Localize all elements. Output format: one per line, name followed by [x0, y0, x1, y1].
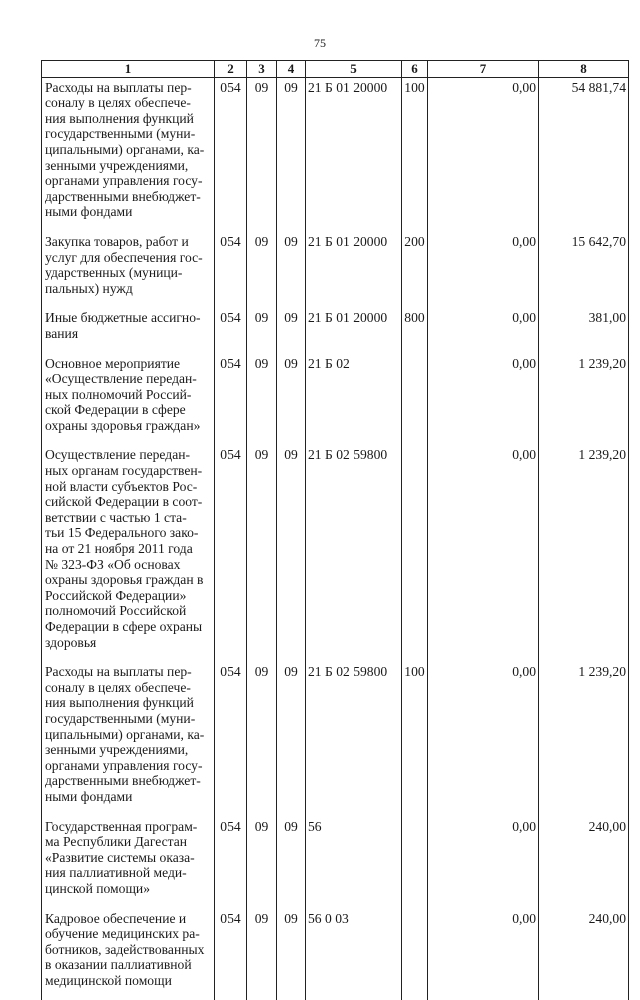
amount-col7-cell: 0,00	[428, 909, 539, 1000]
row-name-line: органами управления госу-	[45, 758, 212, 774]
row-name-line: сийской Федерации в соот-	[45, 494, 212, 510]
row-name-line: «Осуществление передан-	[45, 371, 212, 387]
table-row	[42, 308, 629, 353]
row-name-line: Закупка товаров, работ и	[45, 234, 212, 250]
row-name-line: охраны здоровья граждан в	[45, 572, 212, 588]
row-name-cell	[42, 77, 215, 232]
target-article-cell: 21 Б 01 20000	[306, 232, 402, 308]
target-article-cell: 21 Б 02 59800	[306, 445, 402, 662]
table-row	[42, 909, 629, 1000]
ministry-code-cell: 054	[215, 662, 247, 816]
table-row	[42, 817, 629, 909]
page-number: 75	[0, 36, 640, 51]
subsection-code-cell: 09	[277, 662, 306, 816]
row-name-line: цинской помощи»	[45, 881, 212, 897]
col-header-5: 5	[306, 61, 402, 78]
ministry-code-cell: 054	[215, 232, 247, 308]
section-code-cell: 09	[247, 662, 277, 816]
expense-type-cell: 800	[402, 308, 428, 353]
row-name-line: ных органам государствен-	[45, 463, 212, 479]
row-name-line: «Развитие системы оказа-	[45, 850, 212, 866]
row-name-line: на от 21 ноября 2011 года	[45, 541, 212, 557]
section-code-cell: 09	[247, 445, 277, 662]
row-name-line: ной власти субъектов Рос-	[45, 479, 212, 495]
col-header-7: 7	[428, 61, 539, 78]
row-name-line: ципальными) органами, ка-	[45, 727, 212, 743]
target-article-cell: 56	[306, 817, 402, 909]
col-header-8: 8	[539, 61, 629, 78]
amount-col8-cell: 381,00	[539, 308, 629, 353]
subsection-code-cell: 09	[277, 354, 306, 446]
subsection-code-cell: 09	[277, 308, 306, 353]
row-name-line: государственными (муни-	[45, 126, 212, 142]
header-row	[42, 61, 629, 78]
col-header-3: 3	[247, 61, 277, 78]
row-name-line: органами управления госу-	[45, 173, 212, 189]
amount-col8-cell: 240,00	[539, 909, 629, 1000]
ministry-code-cell: 054	[215, 77, 247, 232]
amount-col8-cell: 1 239,20	[539, 354, 629, 446]
ministry-code-cell: 054	[215, 308, 247, 353]
row-name-cell	[42, 354, 215, 446]
row-name-line: пальных) нужд	[45, 281, 212, 297]
row-name-line: в оказании паллиативной	[45, 957, 212, 973]
expense-type-cell: 200	[402, 232, 428, 308]
budget-table	[41, 60, 629, 1000]
table-row	[42, 662, 629, 816]
subsection-code-cell: 09	[277, 445, 306, 662]
row-name-line: полномочий Российской	[45, 603, 212, 619]
row-name-line: Российской Федерации»	[45, 588, 212, 604]
expense-type-cell: 100	[402, 662, 428, 816]
amount-col7-cell: 0,00	[428, 77, 539, 232]
subsection-code-cell: 09	[277, 232, 306, 308]
ministry-code-cell: 054	[215, 817, 247, 909]
amount-col8-cell: 1 239,20	[539, 445, 629, 662]
section-code-cell: 09	[247, 354, 277, 446]
row-name-line: зенными учреждениями,	[45, 158, 212, 174]
amount-col7-cell: 0,00	[428, 817, 539, 909]
ministry-code-cell: 054	[215, 445, 247, 662]
row-name-cell	[42, 232, 215, 308]
row-name-line: ными фондами	[45, 789, 212, 805]
row-name-cell	[42, 662, 215, 816]
row-name-line: ния паллиативной меди-	[45, 865, 212, 881]
col-header-2: 2	[215, 61, 247, 78]
row-name-line: соналу в целях обеспече-	[45, 95, 212, 111]
col-header-6: 6	[402, 61, 428, 78]
amount-col8-cell: 1 239,20	[539, 662, 629, 816]
row-name-line: ской Федерации в сфере	[45, 402, 212, 418]
row-name-line: зенными учреждениями,	[45, 742, 212, 758]
row-name-line: ния выполнения функций	[45, 111, 212, 127]
amount-col7-cell: 0,00	[428, 662, 539, 816]
row-name-line: охраны здоровья граждан»	[45, 418, 212, 434]
row-name-line: ударственных (муници-	[45, 265, 212, 281]
row-name-line: соналу в целях обеспече-	[45, 680, 212, 696]
row-name-line: Иные бюджетные ассигно-	[45, 310, 212, 326]
row-name-line: Основное мероприятие	[45, 356, 212, 372]
col-header-4: 4	[277, 61, 306, 78]
row-name-line: Расходы на выплаты пер-	[45, 664, 212, 680]
subsection-code-cell: 09	[277, 77, 306, 232]
section-code-cell: 09	[247, 909, 277, 1000]
expense-type-cell	[402, 445, 428, 662]
expense-type-cell	[402, 909, 428, 1000]
row-name-line: тьи 15 Федерального зако-	[45, 525, 212, 541]
table-row	[42, 232, 629, 308]
row-name-cell	[42, 445, 215, 662]
target-article-cell: 21 Б 01 20000	[306, 308, 402, 353]
section-code-cell: 09	[247, 308, 277, 353]
row-name-line: Кадровое обеспечение и	[45, 911, 212, 927]
row-name-line: медицинской помощи	[45, 973, 212, 989]
row-name-cell	[42, 817, 215, 909]
amount-col8-cell: 240,00	[539, 817, 629, 909]
table-row	[42, 445, 629, 662]
row-name-line: государственными (муни-	[45, 711, 212, 727]
row-name-line: Расходы на выплаты пер-	[45, 80, 212, 96]
row-name-line: вания	[45, 326, 212, 342]
row-name-cell	[42, 909, 215, 1000]
table-row	[42, 354, 629, 446]
subsection-code-cell: 09	[277, 817, 306, 909]
ministry-code-cell: 054	[215, 909, 247, 1000]
row-name-line: Государственная програм-	[45, 819, 212, 835]
row-name-line: обучение медицинских ра-	[45, 926, 212, 942]
table-row	[42, 77, 629, 232]
row-name-line: Осуществление передан-	[45, 447, 212, 463]
amount-col7-cell: 0,00	[428, 445, 539, 662]
amount-col7-cell: 0,00	[428, 308, 539, 353]
target-article-cell: 21 Б 02	[306, 354, 402, 446]
target-article-cell: 21 Б 01 20000	[306, 77, 402, 232]
row-name-line: ветствии с частью 1 ста-	[45, 510, 212, 526]
section-code-cell: 09	[247, 77, 277, 232]
col-header-1: 1	[42, 61, 215, 78]
row-name-line: ных полномочий Россий-	[45, 387, 212, 403]
amount-col7-cell: 0,00	[428, 354, 539, 446]
row-name-line: № 323-ФЗ «Об основах	[45, 557, 212, 573]
row-name-line: Федерации в сфере охраны	[45, 619, 212, 635]
row-name-line: дарственными внебюджет-	[45, 189, 212, 205]
row-name-line: услуг для обеспечения гос-	[45, 250, 212, 266]
row-name-line: ципальными) органами, ка-	[45, 142, 212, 158]
expense-type-cell: 100	[402, 77, 428, 232]
row-name-cell	[42, 308, 215, 353]
target-article-cell: 21 Б 02 59800	[306, 662, 402, 816]
row-name-line: ботников, задействованных	[45, 942, 212, 958]
section-code-cell: 09	[247, 232, 277, 308]
amount-col8-cell: 15 642,70	[539, 232, 629, 308]
row-name-line: ния выполнения функций	[45, 695, 212, 711]
amount-col8-cell: 54 881,74	[539, 77, 629, 232]
row-name-line: дарственными внебюджет-	[45, 773, 212, 789]
expense-type-cell	[402, 354, 428, 446]
subsection-code-cell: 09	[277, 909, 306, 1000]
row-name-line: здоровья	[45, 635, 212, 651]
amount-col7-cell: 0,00	[428, 232, 539, 308]
row-name-line: ма Республики Дагестан	[45, 834, 212, 850]
target-article-cell: 56 0 03	[306, 909, 402, 1000]
ministry-code-cell: 054	[215, 354, 247, 446]
table-body	[42, 77, 629, 1000]
section-code-cell: 09	[247, 817, 277, 909]
row-name-line: ными фондами	[45, 204, 212, 220]
expense-type-cell	[402, 817, 428, 909]
